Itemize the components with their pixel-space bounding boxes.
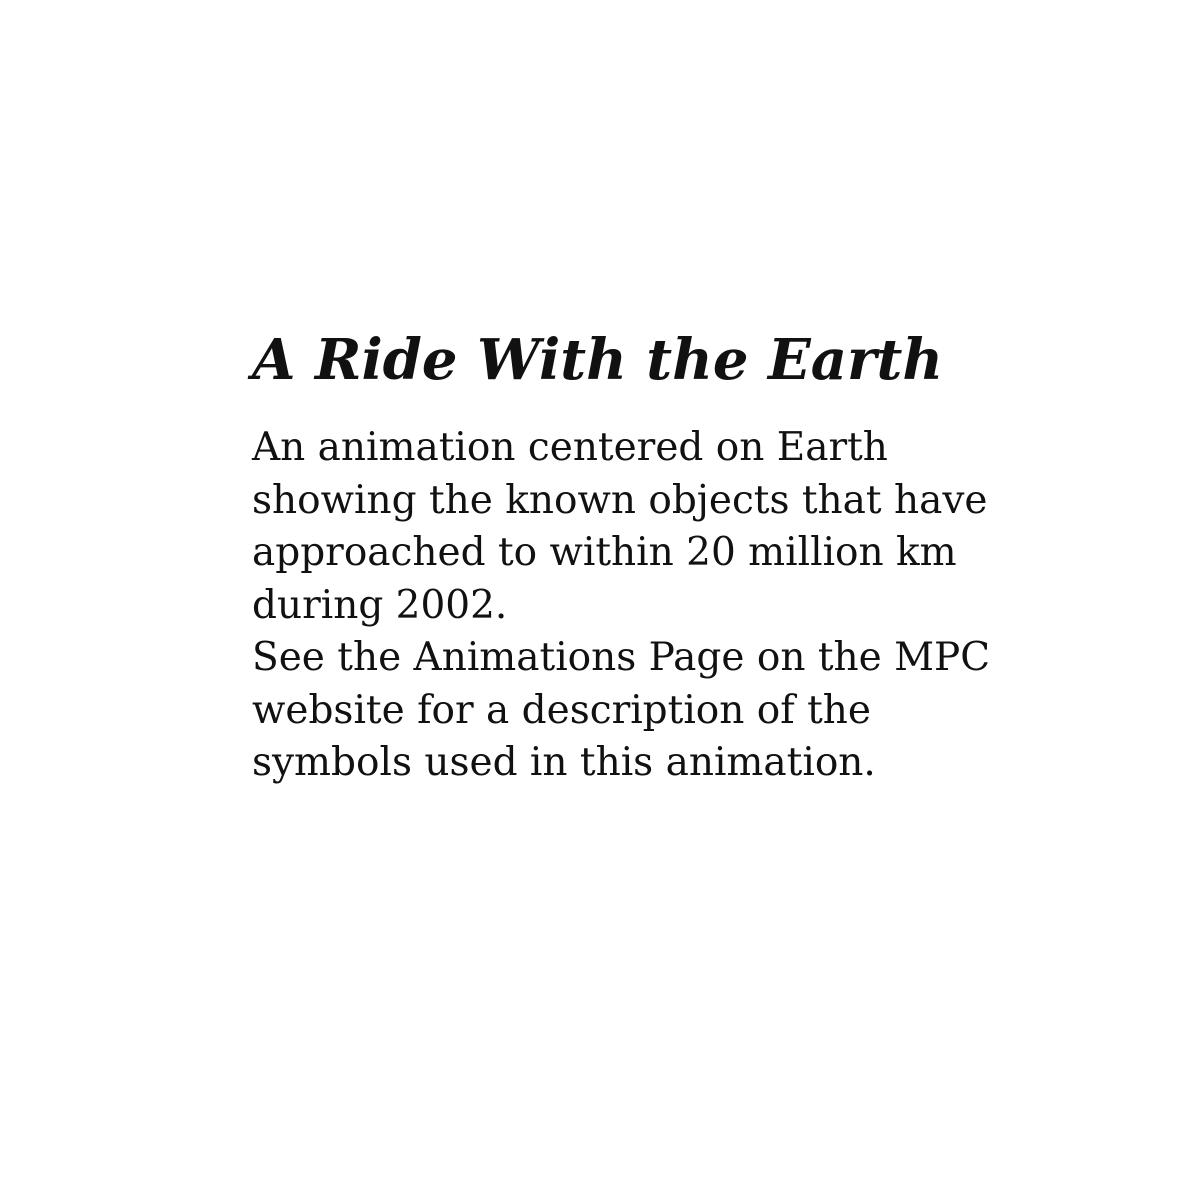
description-line: showing the known objects that have xyxy=(252,477,988,523)
description-line: during 2002. xyxy=(252,582,508,628)
page-title: A Ride With the Earth xyxy=(252,327,944,393)
description xyxy=(252,422,1052,790)
description-line: See the Animations Page on the MPC xyxy=(252,635,991,680)
description-line: approached to within 20 million km xyxy=(252,530,957,575)
title-card xyxy=(252,322,1052,790)
description-line: An animation centered on Earth xyxy=(252,425,888,470)
description-line: website for a description of the xyxy=(252,687,871,733)
description-line: symbols used in this animation. xyxy=(252,740,876,785)
